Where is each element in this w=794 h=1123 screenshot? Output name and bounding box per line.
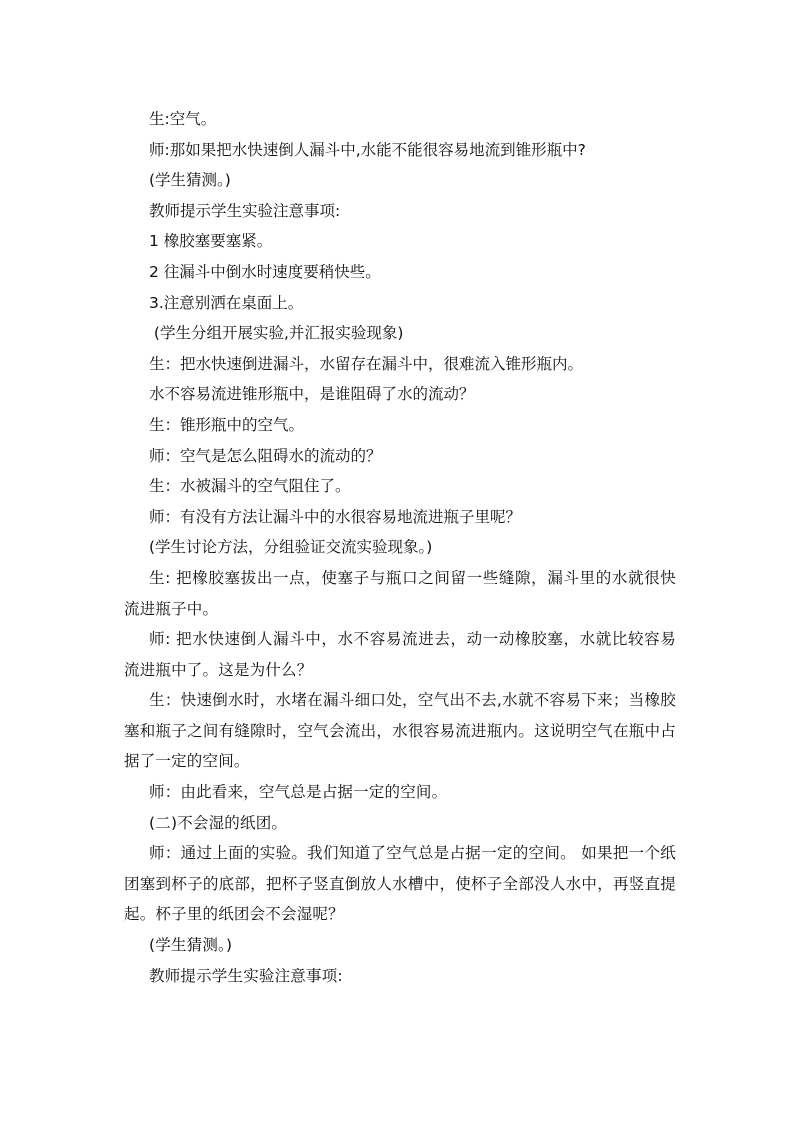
paragraph: 师: 把水快速倒人漏斗中，水不容易流进去，动一动橡胶塞，水就比较容易流进瓶中了。这是为什么？ xyxy=(124,630,676,679)
text-line: (学生讨论方法，分组验证交流实验现象。) xyxy=(149,538,433,557)
text-line: 生:空气。 xyxy=(149,110,217,128)
text-line: 1 橡胶塞要塞紧。 xyxy=(149,232,273,251)
text-line: 水不容易流进锥形瓶中，是谁阻碍了水的流动？ xyxy=(149,385,475,404)
text-line: (学生分组开展实验,并汇报实验现象) xyxy=(149,324,404,343)
text-line: 师：空气是怎么阻碍水的流动的？ xyxy=(149,446,382,465)
text-line: (学生猜测。) xyxy=(149,171,231,190)
paragraph: 师：由此看来，空气总是占据一定的空间。 xyxy=(149,783,448,802)
text-line: 教师提示学生实验注意事项: xyxy=(149,201,341,220)
paragraph: 教师提示学生实验注意事项: xyxy=(149,966,343,985)
text-line: 师：有没有方法让漏斗中的水很容易地流进瓶子里呢？ xyxy=(149,507,522,526)
paragraph: 师：通过上面的实验。我们知道了空气总是占据一定的空间。 如果把一个纸团塞到杯子的底部，把杯子竖直倒放人水槽中，使杯子全部没人水中，再竖直提起。杯子里的纸团会不会湿呢？ xyxy=(124,844,676,924)
text-line: 生：锥形瓶中的空气。 xyxy=(149,415,305,434)
text-line: 生：水被漏斗的空气阻住了。 xyxy=(149,477,351,496)
text-line: 师:那如果把水快速倒人漏斗中,水能不能很容易地流到锥形瓶中? xyxy=(149,140,586,159)
document-body xyxy=(124,104,676,991)
paragraph: 生: 把橡胶塞拔出一点，使塞子与瓶口之间留一些缝隙，漏斗里的水就很快流进瓶子中。 xyxy=(124,568,676,618)
text-line: 3.注意别洒在桌面上。 xyxy=(149,293,304,312)
paragraph: (学生猜测。) xyxy=(149,936,233,955)
text-line: 2 往漏斗中倒水时速度要稍快些。 xyxy=(149,262,381,281)
section-heading: (二)不会湿的纸团。 xyxy=(149,813,288,832)
text-line: 生：把水快速倒进漏斗，水留存在漏斗中，很难流入锥形瓶内。 xyxy=(149,354,584,373)
paragraph: 生：快速倒水时，水堵在漏斗细口处，空气出不去,水就不容易下来；当橡胶塞和瓶子之间有缝隙时，空气会流出，水很容易流进瓶内。这说明空气在瓶中占据了一定的空间。 xyxy=(124,691,676,771)
